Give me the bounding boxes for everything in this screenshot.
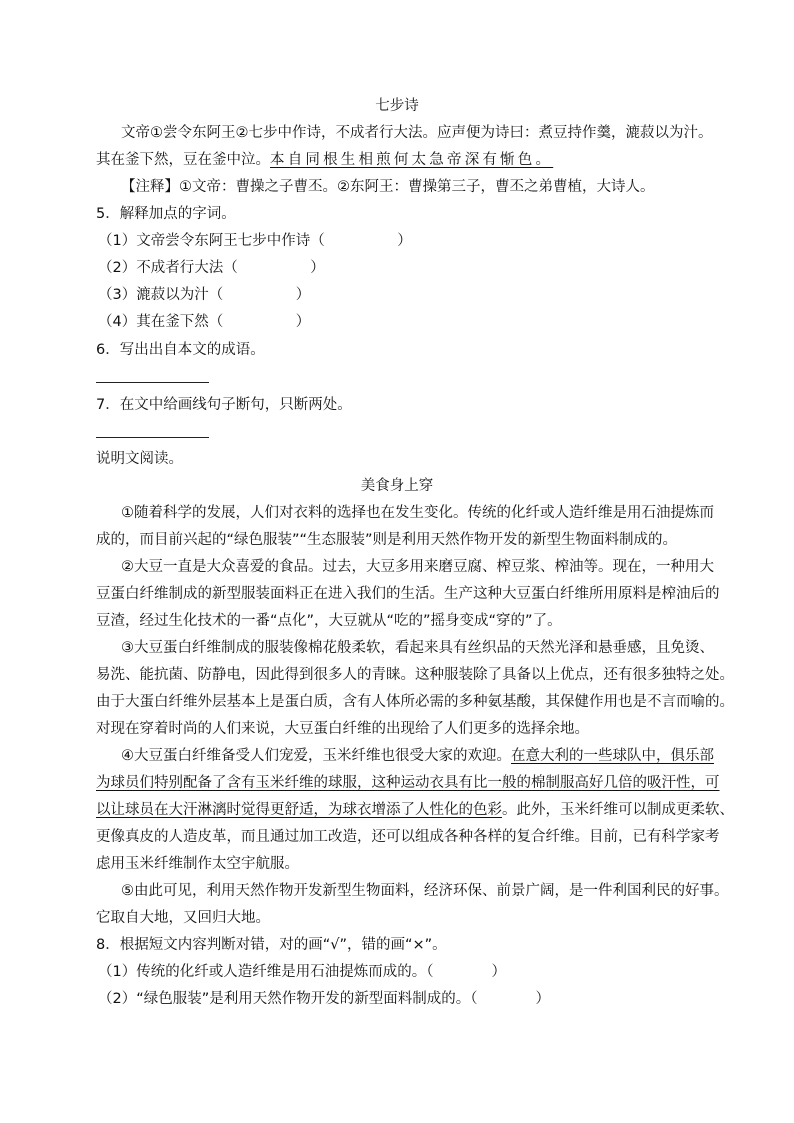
paragraph-line: 由于大蛋白纤维外层基本上是蛋白质，含有人体所必需的多种氨基酸，其保健作用也是不言而喻的。 xyxy=(96,694,734,710)
paragraph-line: 成的，而目前兴起的“绿色服装”“生态服装”则是利用天然作物开发的新型生物面料制成的。 xyxy=(96,532,678,548)
question-5-item: （4）萁在釜下然（ ） xyxy=(98,314,311,330)
question-8-item: （1）传统的化纤或人造纤维是用石油提炼而成的。（ ） xyxy=(98,964,506,980)
answer-blank-line xyxy=(96,382,209,383)
paragraph-line: 对现在穿着时尚的人们来说，大豆蛋白纤维的出现给了人们更多的选择余地。 xyxy=(96,721,589,737)
paragraph-line: 豆蛋白纤维制成的新型服装面料正在进入我们的生活。生产这种大豆蛋白纤维所用原料是榨油后的 xyxy=(96,586,720,602)
paragraph-line: ③大豆蛋白纤维制成的服装像棉花般柔软，看起来具有丝织品的天然光泽和悬垂感，且免烫、 xyxy=(121,640,714,656)
reading-intro: 说明文阅读。 xyxy=(96,451,183,467)
underlined-sentence: 为球员们特别配备了含有玉米纤维的球服，这种运动衣具有比一般的棉制服高好几倍的吸汗性，可 xyxy=(96,775,720,791)
answer-blank-line xyxy=(96,437,209,438)
question-6-prompt: 6．写出出自本文的成语。 xyxy=(96,342,265,358)
reading-title: 美食身上穿 xyxy=(360,478,434,494)
question-5-item: （2）不成者行大法（ ） xyxy=(98,260,325,276)
paragraph-line: 虑用玉米纤维制作太空宇航服。 xyxy=(96,856,299,872)
paragraph-line: 它取自大地，又回归大地。 xyxy=(96,910,270,926)
question-5-item: （3）漉菽以为汁（ ） xyxy=(98,287,311,303)
question-8-item: （2）“绿色服装”是利用天然作物开发的新型面料制成的。（ ） xyxy=(98,991,550,1007)
underlined-sentence: 以让球员在大汗淋漓时觉得更舒适，为球衣增添了人性化的色彩 xyxy=(96,802,502,818)
paragraph-line: 更像真皮的人造皮革，而且通过加工改造，还可以组成各种各样的复合纤维。目前，已有科学家考 xyxy=(96,829,720,845)
paragraph-line: ⑤由此可见，利用天然作物开发新型生物面料，经济环保、前景广阔，是一件利国利民的好事。 xyxy=(121,883,729,899)
paragraph-line: ①随着科学的发展，人们对衣料的选择也在发生变化。传统的化纤或人造纤维是用石油提炼而 xyxy=(121,505,714,521)
question-5-item: （1）文帝尝令东阿王七步中作诗（ ） xyxy=(98,233,412,249)
paragraph-text: 。此外，玉米纤维可以制成更柔软、 xyxy=(502,802,734,818)
paragraph-line xyxy=(96,800,734,820)
question-8-prompt: 8．根据短文内容判断对错，对的画“√”，错的画“×”。 xyxy=(96,937,447,953)
paragraph-line: 豆渣，经过生化技术的一番“点化”，大豆就从“吃的”摇身变成“穿的”了。 xyxy=(96,613,562,629)
underlined-sentence: 在意大利的一些球队中，俱乐部 xyxy=(511,748,714,764)
paragraph-line: ②大豆一直是大众喜爱的食品。过去，大豆多用来磨豆腐、榨豆浆、榨油等。现在，一种用大 xyxy=(121,559,714,575)
poem-text-line: 文帝①尝令东阿王②七步中作诗，不成者行大法。应声便为诗曰：煮豆持作羹，漉菽以为汁。 xyxy=(121,125,713,141)
underlined-sentence: 本自同根生相煎何太急帝深有惭色。 xyxy=(270,152,554,168)
poem-title: 七步诗 xyxy=(375,98,419,114)
poem-text-plain: 其在釜下然，豆在釜中泣。 xyxy=(96,152,270,168)
poem-text-line xyxy=(96,150,553,170)
paragraph-line xyxy=(121,746,714,766)
paragraph-line: 易洗、能抗菌、防静电，因此得到很多人的青睐。这种服装除了具备以上优点，还有很多独特之处。 xyxy=(96,667,734,683)
question-7-prompt: 7．在文中给画线句子断句，只断两处。 xyxy=(96,397,352,413)
paragraph-line xyxy=(96,773,720,793)
question-5-prompt: 5．解释加点的字词。 xyxy=(96,206,236,222)
paragraph-text: ④大豆蛋白纤维备受人们宠爱，玉米纤维也很受大家的欢迎。 xyxy=(121,748,511,764)
poem-note: 【注释】①文帝：曹操之子曹丕。②东阿王：曹操第三子，曹丕之弟曹植，大诗人。 xyxy=(121,179,655,195)
